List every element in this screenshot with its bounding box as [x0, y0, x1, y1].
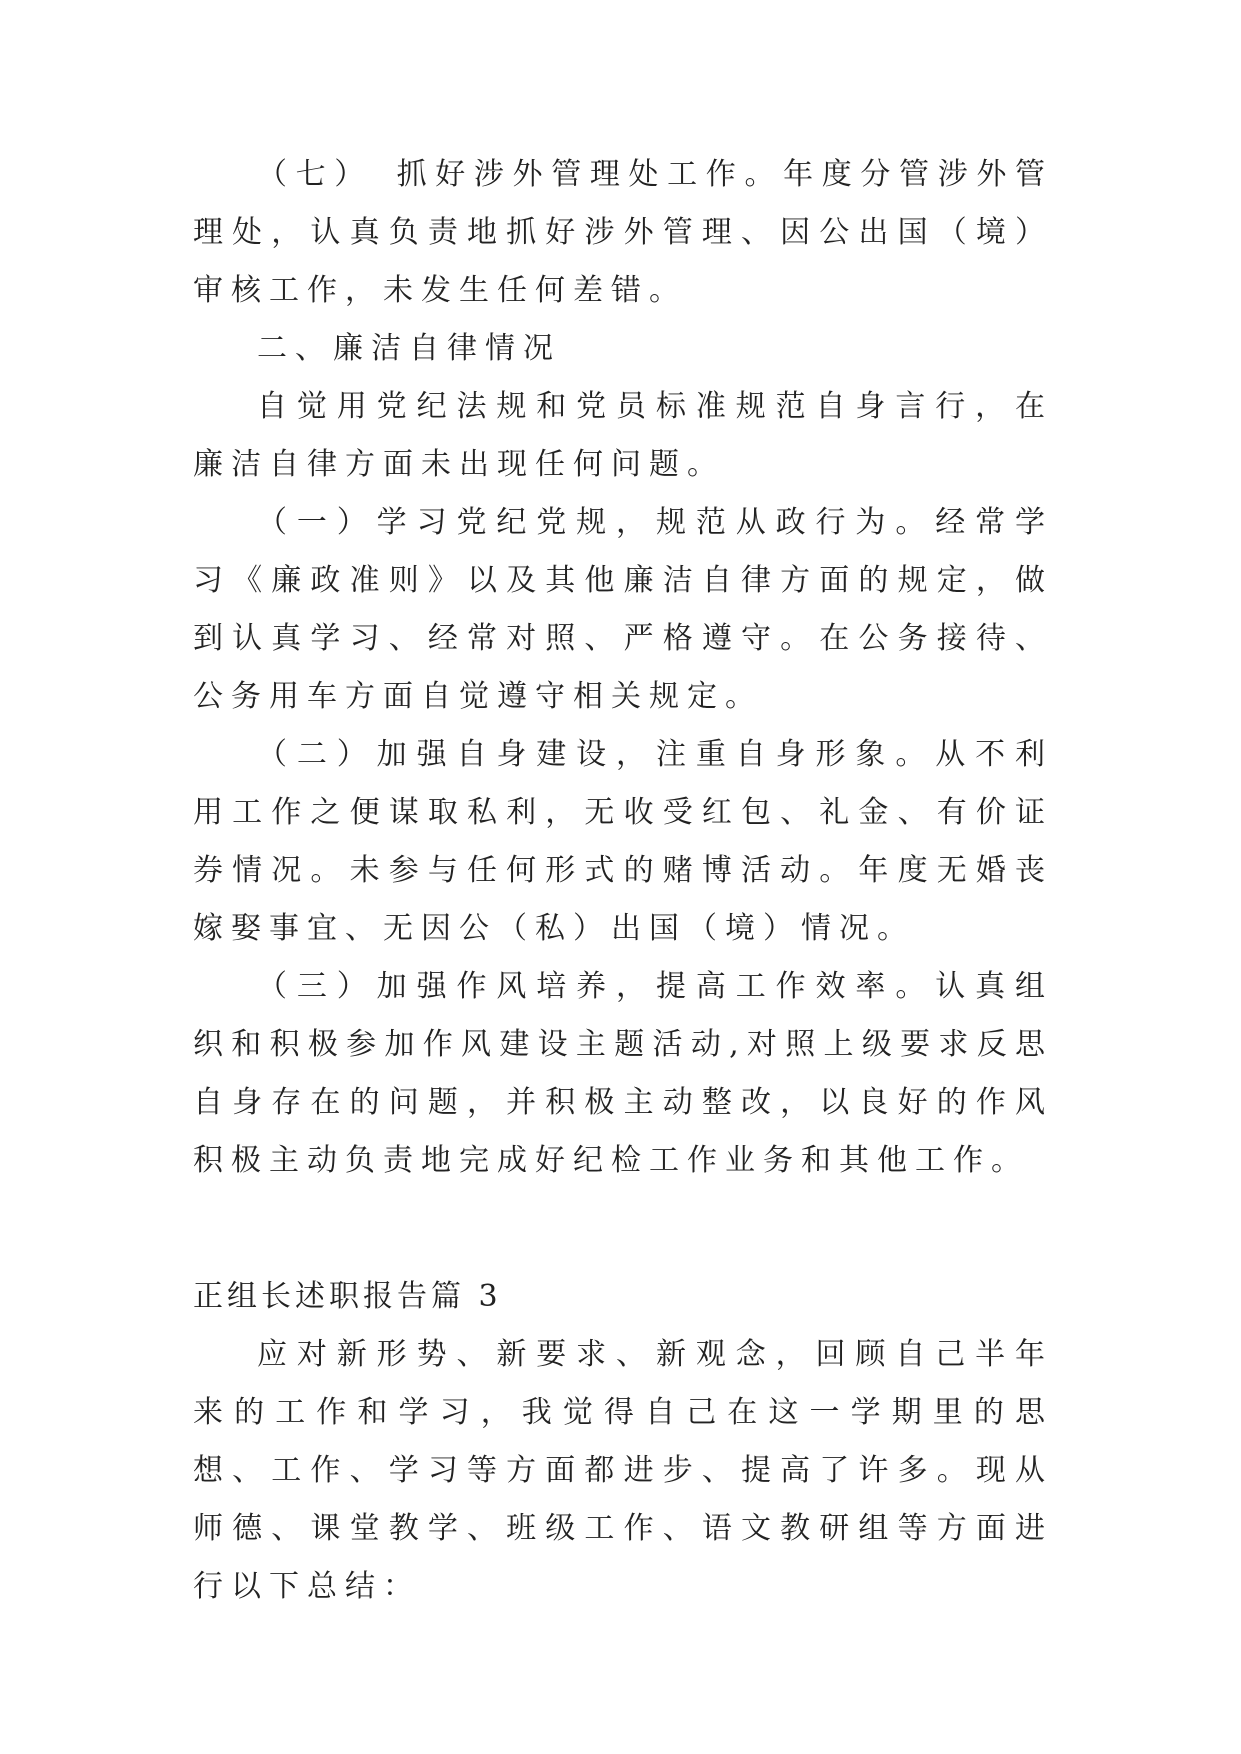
paragraph-integrity-intro: 自觉用党纪法规和党员标准规范自身言行，在廉洁自律方面未出现任何问题。: [193, 389, 1053, 482]
section-b: [193, 1326, 1053, 1616]
section-heading-two: 二、廉洁自律情况: [257, 331, 561, 366]
paragraph-two: （二）加强自身建设，注重自身形象。从不利用工作之便谋取私利，无收受红包、礼金、有价证券情况。未参与任何形式的赌博活动。年度无婚丧嫁娶事宜、无因公（私）出国（境）情况。: [193, 737, 1053, 946]
section-a: [193, 146, 1053, 1190]
paragraph-three: （三）加强作风培养，提高工作效率。认真组织和积极参加作风建设主题活动,对照上级要求反思自身存在的问题，并积极主动整改，以良好的作风积极主动负责地完成好纪检工作业务和其他工作。: [193, 969, 1053, 1178]
report-heading: 正组长述职报告篇 3: [193, 1279, 502, 1314]
paragraph-one: （一）学习党纪党规，规范从政行为。经常学习《廉政准则》以及其他廉洁自律方面的规定，做到认真学习、经常对照、严格遵守。在公务接待、公务用车方面自觉遵守相关规定。: [193, 505, 1053, 714]
paragraph-summary: 应对新形势、新要求、新观念，回顾自己半年来的工作和学习，我觉得自己在这一学期里的思想、工作、学习等方面都进步、提高了许多。现从师德、课堂教学、班级工作、语文教研组等方面进行以下总结：: [193, 1337, 1053, 1604]
paragraph-seven: （七） 抓好涉外管理处工作。年度分管涉外管理处，认真负责地抓好涉外管理、因公出国（境）审核工作，未发生任何差错。: [193, 157, 1053, 308]
